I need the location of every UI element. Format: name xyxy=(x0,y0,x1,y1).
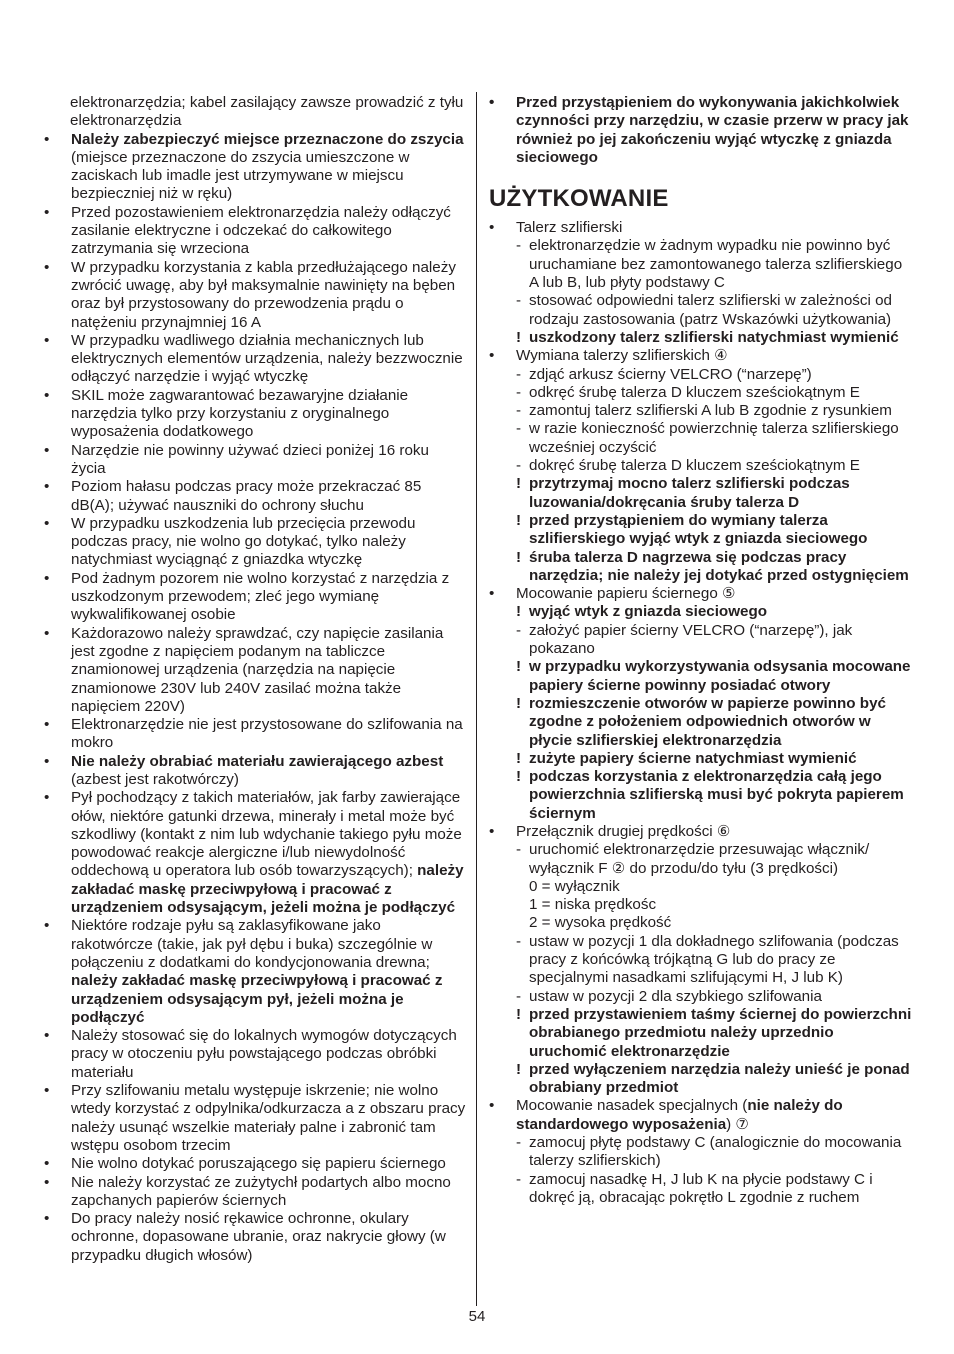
list-item xyxy=(44,753,466,790)
bullet-icon: • xyxy=(44,1082,50,1100)
text-segment: W przypadku korzystania z kabla przedłużającego należy zwrócić uwagę, aby był maksymalnie nawinięty na bęben oraz był przystosowany do przewodzenia prądu o natężeniu przynajmniej 16 A xyxy=(71,258,456,331)
bullet-icon: • xyxy=(489,1097,495,1115)
usage-list xyxy=(489,219,913,1207)
list-item xyxy=(44,1155,466,1173)
warning-item xyxy=(516,750,913,768)
sub-item-text: ustaw w pozycji 1 dla dokładnego szlifowania (podczas pracy z końcówką trójkątną G lub do pracy ze specjalnymi nasadkami szlifującymi H, J lub K) xyxy=(529,932,899,987)
text-segment: nie należy do standardowego wyposażenia xyxy=(516,1097,843,1133)
sub-item-text: przed przystawieniem taśmy ściernej do powierzchni obrabianego przedmiotu należy uprzednio uruchomić elektronarzędzie xyxy=(529,1005,912,1060)
sub-item xyxy=(516,457,913,475)
text-segment: W przypadku uszkodzenia lub przecięcia przewodu podczas pracy, nie wolno go dotykać, tylko należy natychmiast wyciągnąć z gniazdka wtyczkę xyxy=(71,514,416,569)
sub-item-text: rozmieszczenie otworów w papierze powinno być zgodne z położeniem odpowiednich otworów w płycie szlifierskiej elektronarzędzia xyxy=(529,694,886,749)
sub-list xyxy=(516,366,913,586)
list-item xyxy=(44,625,466,716)
sub-item-text: założyć papier ścierny VELCRO (“narzepę”), jak pokazano xyxy=(529,621,853,658)
list-item xyxy=(44,570,466,625)
sub-item-text: 1 = niska prędkośc xyxy=(529,896,657,914)
page-number: 54 xyxy=(468,1308,486,1325)
text-segment: (miejsce przeznaczone do zszycia umieszczone w zaciskach lub imadle jest utrzymywane w miejscu bezpieczniej niż w ręku) xyxy=(71,148,410,203)
sub-list xyxy=(516,237,913,347)
warning-item xyxy=(516,329,913,347)
dash-icon: - xyxy=(516,1170,522,1188)
list-item xyxy=(44,1082,466,1155)
section-heading: UŻYTKOWANIE xyxy=(489,185,669,213)
dash-icon: - xyxy=(516,1134,522,1152)
list-item xyxy=(44,515,466,570)
exclamation-icon: ! xyxy=(516,548,522,566)
bullet-icon: • xyxy=(489,94,495,111)
text-segment: Nie należy korzystać ze zużytychł podartych albo mocno zapchanych papierów ściernych xyxy=(71,1173,451,1209)
list-item xyxy=(44,1210,466,1265)
bullet-icon: • xyxy=(44,258,50,276)
warning-item xyxy=(516,549,913,586)
sub-item xyxy=(516,988,913,1006)
text-segment: Elektronarzędzie nie jest przystosowane do szlifowania na mokro xyxy=(71,716,463,752)
sub-item-text: w razie konieczność powierzchnię talerza szlifierskiego wcześniej oczyścić xyxy=(529,420,899,456)
dash-icon: - xyxy=(516,237,522,255)
text-segment: Każdorazowo należy sprawdzać, czy napięcie zasilania jest zgodne z napięciem podanym na tabliczce znamionowej urządzenia (narzędzia na napięcie znamionowe 230V lub 240V zasilać można także napięciem 220V) xyxy=(71,624,444,715)
text-segment: Talerz szlifierski xyxy=(516,219,623,237)
bullet-icon: • xyxy=(44,1210,50,1228)
text-segment: należy zakładać maskę przeciwpyłową i pracować z urządzeniem odsysającym pył, jeżeli można je podłączyć xyxy=(71,972,443,1026)
list-item xyxy=(44,332,466,387)
text-segment: Przy szlifowaniu metalu występuje iskrzenie; nie wolno wtedy korzystać z odpylnika/odkurzacza a z obszaru pracy należy usunąć wszelkie materiały palne i zabronić tam wstępu osobom trzecim xyxy=(71,1082,466,1154)
text-segment: Pył pochodzący z takich materiałów, jak farby zawierające ołów, niektóre gatunki drzewa, minerały i metal może być szkodliwy (kontakt z nim lub wdychanie takiego pyłu może powodować reakcje alergiczne i/lub niewydolność oddechową u operatora lub osób towarzyszących); xyxy=(71,789,462,880)
list-item xyxy=(44,442,466,479)
sub-item-text: przed przystąpieniem do wymiany talerza szlifierskiego wyjąć wtyk z gniazda sieciowego xyxy=(529,511,868,548)
dash-icon: - xyxy=(516,365,522,383)
list-item xyxy=(44,1027,466,1082)
exclamation-icon: ! xyxy=(516,1005,522,1023)
text-segment: Przełącznik drugiej prędkości ⑥ xyxy=(516,822,731,840)
text-segment: Przed pozostawieniem elektronarzędzia należy odłączyć zasilanie elektryczne i odczekać do całkowitego zatrzymania się wrzeciona xyxy=(71,203,451,258)
bullet-icon: • xyxy=(489,347,495,365)
bullet-icon: • xyxy=(44,752,50,770)
exclamation-icon: ! xyxy=(516,658,522,676)
bullet-icon: • xyxy=(44,331,50,349)
exclamation-icon: ! xyxy=(516,328,522,346)
continuation-text: elektronarzędzia; kabel zasilający zawsze prowadzić z tyłu elektronarzędzia xyxy=(70,94,464,130)
list-item xyxy=(489,219,913,347)
dash-icon: - xyxy=(516,420,522,438)
list-item xyxy=(44,387,466,442)
sub-item-text: przytrzymaj mocno talerz szlifierski podczas luzowania/dokręcania śruby talerza D xyxy=(529,475,850,511)
text-segment: Narzędzie nie powinny używać dzieci poniżej 16 roku życia xyxy=(71,441,429,477)
text-segment: Mocowanie nasadek specjalnych ( xyxy=(516,1097,748,1115)
list-item xyxy=(44,789,466,917)
warning-item xyxy=(516,1006,913,1061)
text-segment: Pod żadnym pozorem nie wolno korzystać z narzędzia z uszkodzonym przewodem; zleć jego wymianę wykwalifikowanej osobie xyxy=(71,569,450,624)
text-segment: Poziom hałasu podczas pracy może przekraczać 85 dB(A); używać nauszniki do ochrony słuchu xyxy=(71,478,422,514)
list-item xyxy=(44,716,466,753)
dash-icon: - xyxy=(516,292,522,310)
dash-icon: - xyxy=(516,621,522,639)
bullet-icon: • xyxy=(44,1027,50,1045)
list-item xyxy=(44,204,466,259)
safety-list xyxy=(44,131,466,1265)
column-divider xyxy=(476,92,477,1306)
right-column xyxy=(489,94,913,1207)
sub-item xyxy=(516,292,913,329)
bullet-icon: • xyxy=(44,917,50,935)
dash-icon: - xyxy=(516,457,522,475)
list-item xyxy=(489,347,913,585)
list-item xyxy=(44,917,466,1027)
text-segment: SKIL może zagwarantować bezawaryjne działanie narzędzia tylko przy korzystaniu z oryginalnego wyposażenia dodatkowego xyxy=(71,386,409,441)
dash-icon: - xyxy=(516,841,522,859)
text-segment: (azbest jest rakotwórczy) xyxy=(71,770,239,788)
sub-item-text: uszkodzony talerz szlifierski natychmiast wymienić xyxy=(529,328,899,346)
sub-item xyxy=(516,420,913,457)
text-segment: Niektóre rodzaje pyłu są zaklasyfikowane jako rakotwórcze (takie, jak pył dębu i buka) szczególnie w połączeniu z dodatkami do kondycjonowania drewna; xyxy=(71,917,433,971)
exclamation-icon: ! xyxy=(516,603,522,621)
left-column xyxy=(44,94,466,1265)
sub-item-text: zamocuj płytę podstawy C (analogicznie do mocowania talerzy szlifierskich) xyxy=(529,1134,902,1170)
warning-item xyxy=(516,603,913,621)
bullet-icon: • xyxy=(489,585,495,603)
list-item xyxy=(489,585,913,823)
sub-item xyxy=(516,896,913,914)
exclamation-icon: ! xyxy=(516,694,522,712)
bullet-icon: • xyxy=(489,822,495,840)
bullet-icon: • xyxy=(44,624,50,642)
exclamation-icon: ! xyxy=(516,1060,522,1078)
sub-item-text: podczas korzystania z elektronarzędzia całą jego powierzchnia szlifierską musi być pokryta papierem ściernym xyxy=(529,768,904,822)
bullet-icon: • xyxy=(44,441,50,459)
sub-item xyxy=(516,622,913,659)
list-item xyxy=(489,823,913,1097)
sub-item-text: elektronarzędzie w żadnym wypadku nie powinno być uruchamiane bez zamontowanego talerza szlifierskiego A lub B, lub płyty podstawy C xyxy=(529,237,903,292)
sub-item-text: odkręć śrubę talerza D kluczem sześciokątnym E xyxy=(529,383,860,401)
warning-item xyxy=(516,1061,913,1098)
sub-item xyxy=(516,1171,913,1208)
sub-item xyxy=(516,237,913,292)
text-segment: Należy zabezpieczyć miejsce przeznaczone do zszycia xyxy=(71,130,464,148)
text-segment: Mocowanie papieru ściernego ⑤ xyxy=(516,585,736,603)
list-item xyxy=(44,1174,466,1211)
exclamation-icon: ! xyxy=(516,768,522,786)
list-item xyxy=(489,1097,913,1207)
list-item: • Przed przystąpieniem do wykonywania jakichkolwiek czynności przy narzędziu, w czasie przerw w pracy jak również po jej zakończeniu wyjąć wtyczkę z gniazda sieciowego xyxy=(489,94,909,166)
text-segment: należy zakładać maskę przeciwpyłową i pracować z urządzeniem odsysającym, jeżeli można je podłączyć xyxy=(71,862,464,917)
sub-item-text: zamocuj nasadkę H, J lub K na płycie podstawy C i dokręć ją, obracając pokrętło L zgodnie z ruchem xyxy=(529,1170,873,1206)
list-item xyxy=(44,131,466,204)
bullet-icon: • xyxy=(44,130,50,148)
sub-item xyxy=(516,933,913,988)
bullet-icon: • xyxy=(489,219,495,237)
exclamation-icon: ! xyxy=(516,511,522,529)
bullet-icon: • xyxy=(44,789,50,807)
sub-item xyxy=(516,878,913,896)
text-segment: W przypadku wadliwego działnia mechanicznych lub elektrycznych elementów urządzenia, należy bezzwocznie odłączyć narzędzie i wyjąć wtyczkę xyxy=(71,331,463,386)
exclamation-icon: ! xyxy=(516,749,522,767)
bullet-icon: • xyxy=(44,716,50,734)
sub-item-text: zużyte papiery ścierne natychmiast wymienić xyxy=(529,749,857,767)
dash-icon: - xyxy=(516,987,522,1005)
text-segment: Nie należy obrabiać materiału zawierającego azbest xyxy=(71,752,444,770)
bullet-icon: • xyxy=(44,1173,50,1191)
text-segment: Nie wolno dotykać poruszającego się papieru ściernego xyxy=(71,1155,446,1173)
sub-item-text: wyjąć wtyk z gniazda sieciowego xyxy=(529,603,768,621)
bullet-icon: • xyxy=(44,478,50,496)
sub-list xyxy=(516,841,913,1097)
exclamation-icon: ! xyxy=(516,475,522,493)
sub-item-text: dokręć śrubę talerza D kluczem sześciokątnym E xyxy=(529,457,860,475)
sub-item xyxy=(516,1134,913,1171)
warning-item xyxy=(516,512,913,549)
sub-item-text: 2 = wysoka prędkość xyxy=(529,914,672,932)
sub-item-text: 0 = wyłącznik xyxy=(529,877,620,895)
list-item xyxy=(44,259,466,332)
sub-item-text: przed wyłączeniem narzędzia należy unieść je ponad obrabiany przedmiot xyxy=(529,1060,910,1097)
text-segment: Do pracy należy nosić rękawice ochronne, okulary ochronne, dopasowane ubranie, oraz nakrycie głowy (w przypadku długich włosów) xyxy=(71,1210,446,1264)
warning-item xyxy=(516,768,913,823)
sub-list xyxy=(516,603,913,823)
warning-item xyxy=(516,658,913,695)
list-item xyxy=(44,478,466,515)
warning-item xyxy=(516,475,913,512)
dash-icon: - xyxy=(516,932,522,950)
bullet-icon: • xyxy=(44,1155,50,1173)
text-segment: Wymiana talerzy szlifierskich ④ xyxy=(516,347,728,365)
warning-item xyxy=(516,695,913,750)
dash-icon: - xyxy=(516,383,522,401)
sub-item-text: w przypadku wykorzystywania odsysania mocowane papiery ścierne powinny posiadać otwory xyxy=(529,658,911,694)
sub-list xyxy=(516,1134,913,1207)
sub-item xyxy=(516,366,913,384)
sub-item xyxy=(516,384,913,402)
bullet-icon: • xyxy=(44,203,50,221)
sub-item xyxy=(516,402,913,420)
sub-item xyxy=(516,914,913,932)
sub-item-text: ustaw w pozycji 2 dla szybkiego szlifowania xyxy=(529,987,822,1005)
sub-item-text: zdjąć arkusz ścierny VELCRO (“narzepę”) xyxy=(529,365,812,383)
sub-item-text: uruchomić elektronarzędzie przesuwając włącznik/ wyłącznik F ② do przodu/do tyłu (3 prędkości) xyxy=(529,841,870,877)
bullet-icon: • xyxy=(44,514,50,532)
text-segment: ) ⑦ xyxy=(726,1115,750,1133)
dash-icon: - xyxy=(516,402,522,420)
text-segment: Należy stosować się do lokalnych wymogów dotyczących pracy w otoczeniu pyłu powstającego podczas obróbki materiału xyxy=(71,1027,457,1081)
top-warning-list xyxy=(489,94,913,167)
bullet-icon: • xyxy=(44,569,50,587)
sub-item xyxy=(516,841,913,878)
bullet-icon: • xyxy=(44,386,50,404)
sub-item-text: stosować odpowiedni talerz szlifierski w zależności od rodzaju zastosowania (patrz Wskazówki użytkowania) xyxy=(529,292,892,328)
sub-item-text: zamontuj talerz szlifierski A lub B zgodnie z rysunkiem xyxy=(529,402,892,420)
sub-item-text: śruba talerza D nagrzewa się podczas pracy narzędzia; nie należy jej dotykać przed ostygnięciem xyxy=(529,548,909,584)
